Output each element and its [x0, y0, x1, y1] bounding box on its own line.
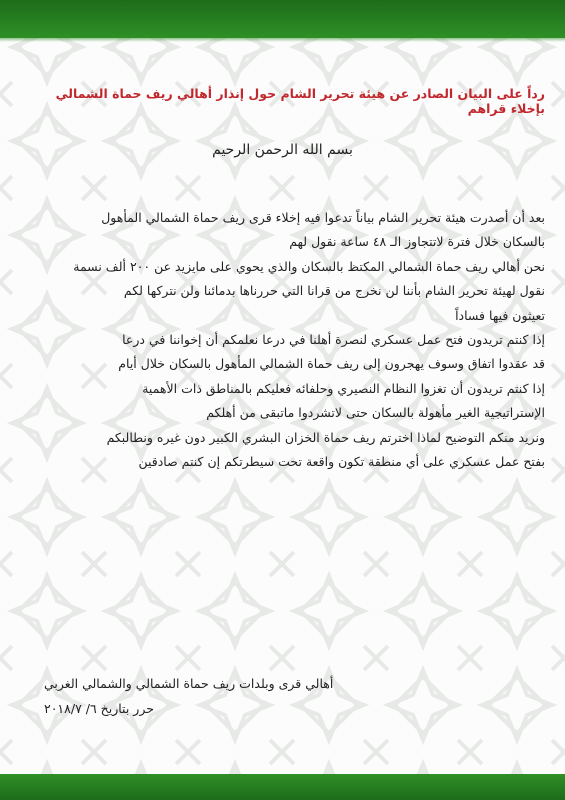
headline: رداً على البيان الصادر عن هيئة تحرير الشام حول إنذار أهالي ريف حماة الشمالي بإخلاء قراهم [55, 86, 545, 116]
body-line: بعد أن أصدرت هيئة تحرير الشام بياناً تدعوا فيه إخلاء قرى ريف حماة الشمالي المأهول [101, 210, 545, 225]
signature-block [44, 676, 333, 726]
top-bar-shadow [0, 38, 565, 42]
basmala: بسم الله الرحمن الرحيم [212, 142, 353, 158]
body-line: بالسكان خلال فترة لاتتجاوز الـ ٤٨ ساعة نقول لهم [289, 234, 545, 250]
statement-body [16, 206, 545, 474]
body-line: نحن أهالي ريف حماة الشمالي المكتظ بالسكان والذي يحوي على مايزيد عن ٢٠٠ ألف نسمة [73, 258, 545, 274]
signature: أهالي قرى وبلدات ريف حماة الشمالي والشمالي الغربي [44, 676, 334, 691]
body-line: قد عقدوا اتفاق وسوف يهجرون إلى ريف حماة الشمالي المأهول بالسكان خلال أيام [118, 356, 545, 372]
body-line: ونريد منكم التوضيح لماذا اخترتم ريف حماة الخزان البشري الكبير دون غيره ونطالبكم [106, 429, 545, 445]
body-line: نقول لهيئة تحرير الشام بأننا لن نخرج من قرانا التي حررناها بدمائنا ولن نتركها لكم [123, 283, 545, 299]
top-green-bar [0, 0, 565, 38]
body-line: تعيثون فيها فساداً [455, 307, 545, 323]
body-line: إذا كنتم تريدون أن تغزوا النظام النصيري وحلفائه فعليكم بالمناطق ذات الأهمية [142, 380, 545, 396]
date-line: حرر بتاريخ ٦/ ٢٠١٨/٧ [44, 701, 154, 716]
body-line: بفتح عمل عسكري على أي منطقة تكون واقعة تحت سيطرتكم إن كنتم صادقين [138, 454, 545, 470]
body-line: إذا كنتم تريدون فتح عمل عسكري لنصرة أهلنا في درعا نعلمكم أن إخواننا في درعا [122, 332, 545, 348]
bottom-green-bar [0, 774, 565, 800]
body-line: الإستراتيجية الغير مأهولة بالسكان حتى لاتشردوا ماتبقى من أهلكم [206, 405, 545, 421]
